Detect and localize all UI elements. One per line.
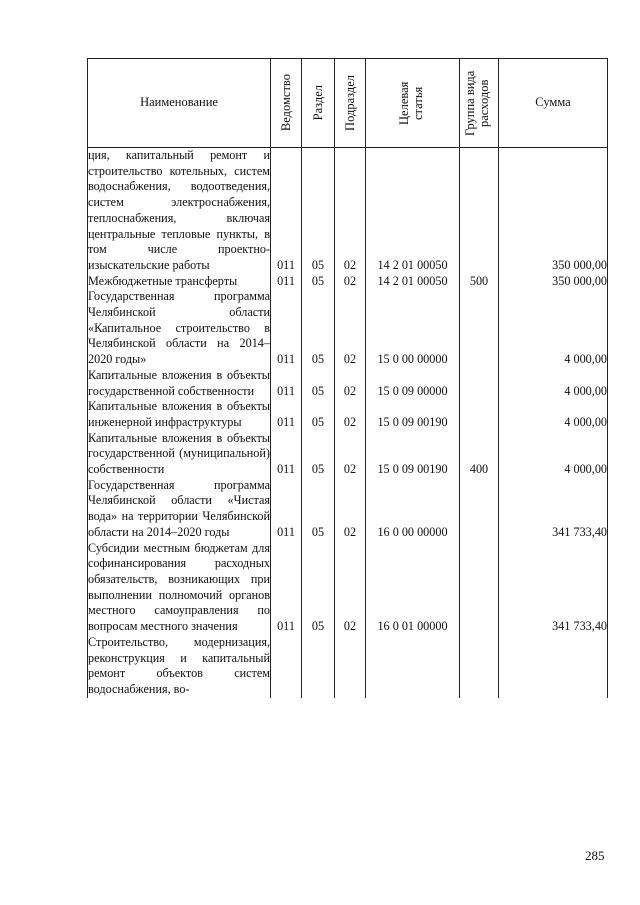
row-name: Капитальные вложения в объекты инженерной инфраструктуры [88,399,270,429]
row-group [460,541,499,635]
row-subsection: 02 [335,289,366,368]
table-row [88,148,608,274]
table-row [88,478,608,541]
header-name: Наименование [88,59,271,148]
row-section: 05 [302,274,335,290]
row-amount: 4 000,00 [499,368,608,399]
row-section [302,635,335,698]
row-section: 05 [302,541,335,635]
row-amount: 341 733,40 [499,541,608,635]
row-group [460,289,499,368]
row-section: 05 [302,148,335,274]
row-subsection: 02 [335,368,366,399]
row-group [460,148,499,274]
row-ministry: 011 [271,478,302,541]
header-row [88,59,608,148]
row-name: Субсидии местным бюджетам для софинансирования расходных обязательств, возникающих при выполнении полномочий органов местного самоуправления по вопросам местного значения [88,540,270,634]
row-amount: 4 000,00 [499,431,608,478]
row-name: ция, капитальный ремонт и строительство котельных, систем водоснабжения, водоотведения, систем электроснабжения, теплоснабжения, включая центральные тепловые пункты, в том числе проектно-изыскательские работы [88,148,270,272]
row-amount: 4 000,00 [499,399,608,430]
table-row [88,431,608,478]
row-group [460,399,499,430]
row-article: 14 2 01 00050 [366,148,460,274]
row-ministry: 011 [271,368,302,399]
table-row [88,541,608,635]
row-article: 15 0 00 00000 [366,289,460,368]
row-article: 14 2 01 00050 [366,274,460,290]
row-section: 05 [302,368,335,399]
row-article: 16 0 00 00000 [366,478,460,541]
row-article: 15 0 09 00000 [366,368,460,399]
row-ministry: 011 [271,274,302,290]
header-ministry: Ведомство [271,59,302,148]
table-row [88,274,608,290]
row-amount: 4 000,00 [499,289,608,368]
row-subsection: 02 [335,431,366,478]
row-section: 05 [302,478,335,541]
row-name: Капитальные вложения в объекты государственной (муниципальной) собственности [88,430,270,477]
row-name: Строительство, модернизация, реконструкция и капитальный ремонт объектов систем водоснабжения, во- [88,634,270,696]
row-subsection: 02 [335,399,366,430]
row-subsection: 02 [335,148,366,274]
row-article: 15 0 09 00190 [366,399,460,430]
row-section: 05 [302,431,335,478]
row-amount: 350 000,00 [499,274,608,290]
row-name: Межбюджетные трансферты [88,274,271,290]
row-subsection: 02 [335,274,366,290]
table-row [88,635,608,698]
header-expense-group: Группа вида расходов [460,59,499,148]
row-group [460,368,499,399]
header-section: Раздел [302,59,335,148]
row-ministry: 011 [271,148,302,274]
row-subsection: 02 [335,478,366,541]
row-amount: 341 733,40 [499,478,608,541]
row-amount: 350 000,00 [499,148,608,274]
row-section: 05 [302,399,335,430]
header-amount: Сумма [499,59,608,148]
table-row [88,368,608,399]
row-article: 16 0 01 00000 [366,541,460,635]
row-name: Государственная программа Челябинской области «Чистая вода» на территории Челябинской области на 2014–2020 годы [88,477,270,539]
row-group: 400 [460,431,499,478]
row-section: 05 [302,289,335,368]
table-row [88,289,608,368]
table-row [88,399,608,430]
row-group [460,478,499,541]
row-article: 15 0 09 00190 [366,431,460,478]
row-ministry: 011 [271,399,302,430]
header-subsection: Подраздел [335,59,366,148]
row-group: 500 [460,274,499,290]
budget-table [87,58,608,698]
row-ministry: 011 [271,289,302,368]
row-ministry: 011 [271,431,302,478]
row-ministry [271,635,302,698]
row-subsection: 02 [335,541,366,635]
row-amount [499,635,608,698]
row-article [366,635,460,698]
row-name: Государственная программа Челябинской области «Капитальное строительство в Челябинской области на 2014–2020 годы» [88,289,270,367]
header-article: Целевая статья [366,59,460,148]
row-group [460,635,499,698]
row-name: Капитальные вложения в объекты государственной собственности [88,367,270,398]
row-ministry: 011 [271,541,302,635]
row-subsection [335,635,366,698]
page-number: 285 [585,848,605,863]
